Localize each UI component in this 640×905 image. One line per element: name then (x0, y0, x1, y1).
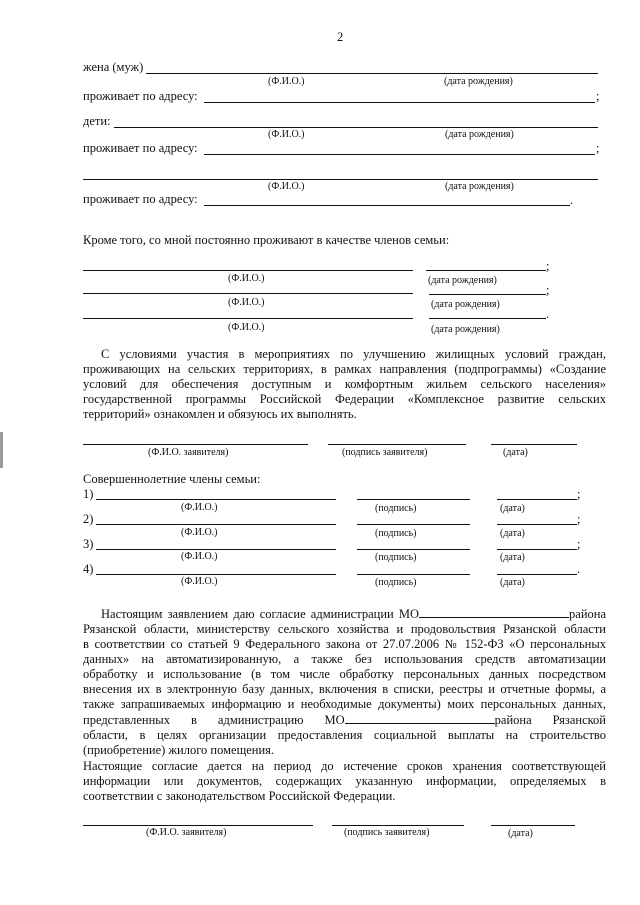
member-fio-caption: (Ф.И.О.) (228, 273, 265, 284)
paragraph-line: также запрашиваемых информацию и необходимые документы) моих персональных данных, (83, 697, 606, 711)
child-address-line[interactable] (204, 205, 570, 206)
adult-member-fio-caption: (Ф.И.О.) (181, 527, 218, 538)
adult-member-fio-caption: (Ф.И.О.) (181, 551, 218, 562)
adult-member-sign-caption: (подпись) (375, 552, 417, 563)
paragraph-line: территорий» ознакомлен и обязуюсь их выполнять. (83, 407, 357, 421)
adult-member-fio-line[interactable] (96, 574, 336, 575)
member-birth-line[interactable] (429, 294, 546, 295)
member-end: ; (546, 259, 550, 273)
adult-members-label: Совершеннолетние члены семьи: (83, 472, 261, 486)
child-fio-line[interactable] (83, 179, 598, 180)
member-fio-line[interactable] (83, 293, 413, 294)
adult-member-end: . (577, 562, 581, 576)
child-address-end: ; (596, 141, 600, 155)
child-fio-caption: (Ф.И.О.) (268, 129, 305, 140)
paragraph-line: Рязанской области, министерству сельского хозяйства и продовольствия Рязанской области (83, 622, 606, 636)
adult-member-end: ; (577, 512, 581, 526)
spouse-fio-line[interactable] (146, 73, 598, 74)
child-birth-caption: (дата рождения) (445, 129, 514, 140)
mo-name-line[interactable] (345, 712, 495, 724)
member-birth-line[interactable] (426, 270, 546, 271)
conditions-paragraph (83, 347, 606, 422)
member-end: . (546, 307, 550, 321)
applicant-fio-line[interactable] (83, 444, 308, 445)
mo-name-line[interactable] (419, 606, 569, 618)
adult-member-fio-line[interactable] (96, 524, 336, 525)
child-fio-line[interactable] (114, 127, 598, 128)
paragraph-line: в соответствии со статьей 9 Федерального закона от 27.07.2006 № 152-ФЗ «О персональных (83, 637, 606, 651)
adult-member-num: 1) (83, 487, 94, 501)
adult-member-date-caption: (дата) (500, 503, 525, 514)
paragraph-line: данных» на автоматизированную, а также без использования средств автоматизации (83, 652, 606, 666)
applicant-sign-caption: (подпись заявителя) (342, 447, 428, 458)
member-fio-line[interactable] (83, 270, 413, 271)
member-end: ; (546, 283, 550, 297)
paragraph-line (83, 606, 606, 622)
paragraph-line: (приобретение) жилого помещения. (83, 743, 275, 757)
adult-member-num: 2) (83, 512, 94, 526)
spouse-label: жена (муж) (83, 60, 144, 74)
consent-line8-start: представленных в администрацию МО (83, 713, 345, 727)
applicant-fio-line[interactable] (83, 825, 313, 826)
children-label: дети: (83, 114, 111, 128)
spouse-fio-caption: (Ф.И.О.) (268, 76, 305, 87)
member-birth-line[interactable] (429, 318, 546, 319)
applicant-fio-caption: (Ф.И.О. заявителя) (148, 447, 229, 458)
child-address-end: . (570, 193, 574, 207)
adult-member-date-line[interactable] (497, 574, 577, 575)
adult-member-num: 4) (83, 562, 94, 576)
paragraph-line (83, 712, 606, 728)
applicant-sign-line[interactable] (332, 825, 464, 826)
member-birth-caption: (дата рождения) (431, 299, 500, 310)
adult-member-num: 3) (83, 537, 94, 551)
adult-member-sign-caption: (подпись) (375, 577, 417, 588)
applicant-sign-caption: (подпись заявителя) (344, 827, 430, 838)
adult-member-sign-caption: (подпись) (375, 528, 417, 539)
adult-member-date-caption: (дата) (500, 577, 525, 588)
paragraph-line: области, в целях организации предоставления социальной выплаты на строительство (83, 728, 606, 742)
adult-member-date-caption: (дата) (500, 528, 525, 539)
scan-edge-mark (0, 432, 3, 468)
adult-member-sign-line[interactable] (357, 524, 470, 525)
page-number: 2 (337, 30, 344, 44)
applicant-sign-line[interactable] (328, 444, 466, 445)
members-intro: Кроме того, со мной постоянно проживают в качестве членов семьи: (83, 233, 450, 247)
member-birth-caption: (дата рождения) (431, 324, 500, 335)
spouse-birth-caption: (дата рождения) (444, 76, 513, 87)
child-address-label: проживает по адресу: (83, 192, 198, 206)
child-birth-caption: (дата рождения) (445, 181, 514, 192)
spouse-address-end: ; (596, 89, 600, 103)
paragraph-line: внесения их в электронную базу данных, включения в списки, реестры и отчетные формы, а (83, 682, 606, 696)
adult-member-sign-line[interactable] (357, 549, 470, 550)
adult-member-fio-line[interactable] (96, 549, 336, 550)
applicant-date-caption: (дата) (508, 828, 533, 839)
paragraph-line: условий для обеспечения доступным и комфортным жильем сельского населения» (83, 377, 606, 391)
spouse-address-line[interactable] (204, 102, 595, 103)
applicant-date-line[interactable] (491, 444, 577, 445)
adult-member-sign-caption: (подпись) (375, 503, 417, 514)
adult-member-date-line[interactable] (497, 524, 577, 525)
paragraph-line: государственной программы Российской Федерации «Комплексное развитие сельских (83, 392, 606, 406)
paragraph-line: обработку и использование (в том числе обработку персональных данных посредством (83, 667, 606, 681)
child-fio-caption: (Ф.И.О.) (268, 181, 305, 192)
adult-member-sign-line[interactable] (357, 574, 470, 575)
paragraph-line: информации или документов, содержащих указанную информации, определяемых в (83, 774, 606, 788)
adult-member-fio-caption: (Ф.И.О.) (181, 502, 218, 513)
applicant-date-caption: (дата) (503, 447, 528, 458)
child-address-label: проживает по адресу: (83, 141, 198, 155)
adult-member-date-line[interactable] (497, 499, 577, 500)
paragraph-line: соответствии с законодательством Российской Федерации. (83, 789, 396, 803)
adult-member-date-line[interactable] (497, 549, 577, 550)
paragraph-line: С условиями участия в мероприятиях по улучшению жилищных условий граждан, (101, 347, 606, 361)
paragraph-line: Настоящие согласие дается на период до истечение сроков хранения соответствующей (83, 759, 606, 773)
period-paragraph (83, 759, 606, 804)
adult-member-end: ; (577, 537, 581, 551)
adult-member-fio-line[interactable] (96, 499, 336, 500)
paragraph-line: проживающих на сельских территориях, в рамках направления (подпрограммы) «Создание (83, 362, 606, 376)
applicant-date-line[interactable] (491, 825, 575, 826)
adult-member-fio-caption: (Ф.И.О.) (181, 576, 218, 587)
adult-member-date-caption: (дата) (500, 552, 525, 563)
consent-line1-start: Настоящим заявлением даю согласие администрации МО (101, 607, 420, 621)
consent-line8-end: района Рязанской (494, 713, 606, 727)
member-fio-caption: (Ф.И.О.) (228, 322, 265, 333)
adult-member-end: ; (577, 487, 581, 501)
child-address-line[interactable] (204, 154, 595, 155)
member-fio-line[interactable] (83, 318, 413, 319)
member-birth-caption: (дата рождения) (428, 275, 497, 286)
adult-member-sign-line[interactable] (357, 499, 470, 500)
member-fio-caption: (Ф.И.О.) (228, 297, 265, 308)
applicant-fio-caption: (Ф.И.О. заявителя) (146, 827, 227, 838)
spouse-address-label: проживает по адресу: (83, 89, 198, 103)
consent-line1-end: района (569, 607, 606, 621)
consent-paragraph (83, 606, 606, 758)
